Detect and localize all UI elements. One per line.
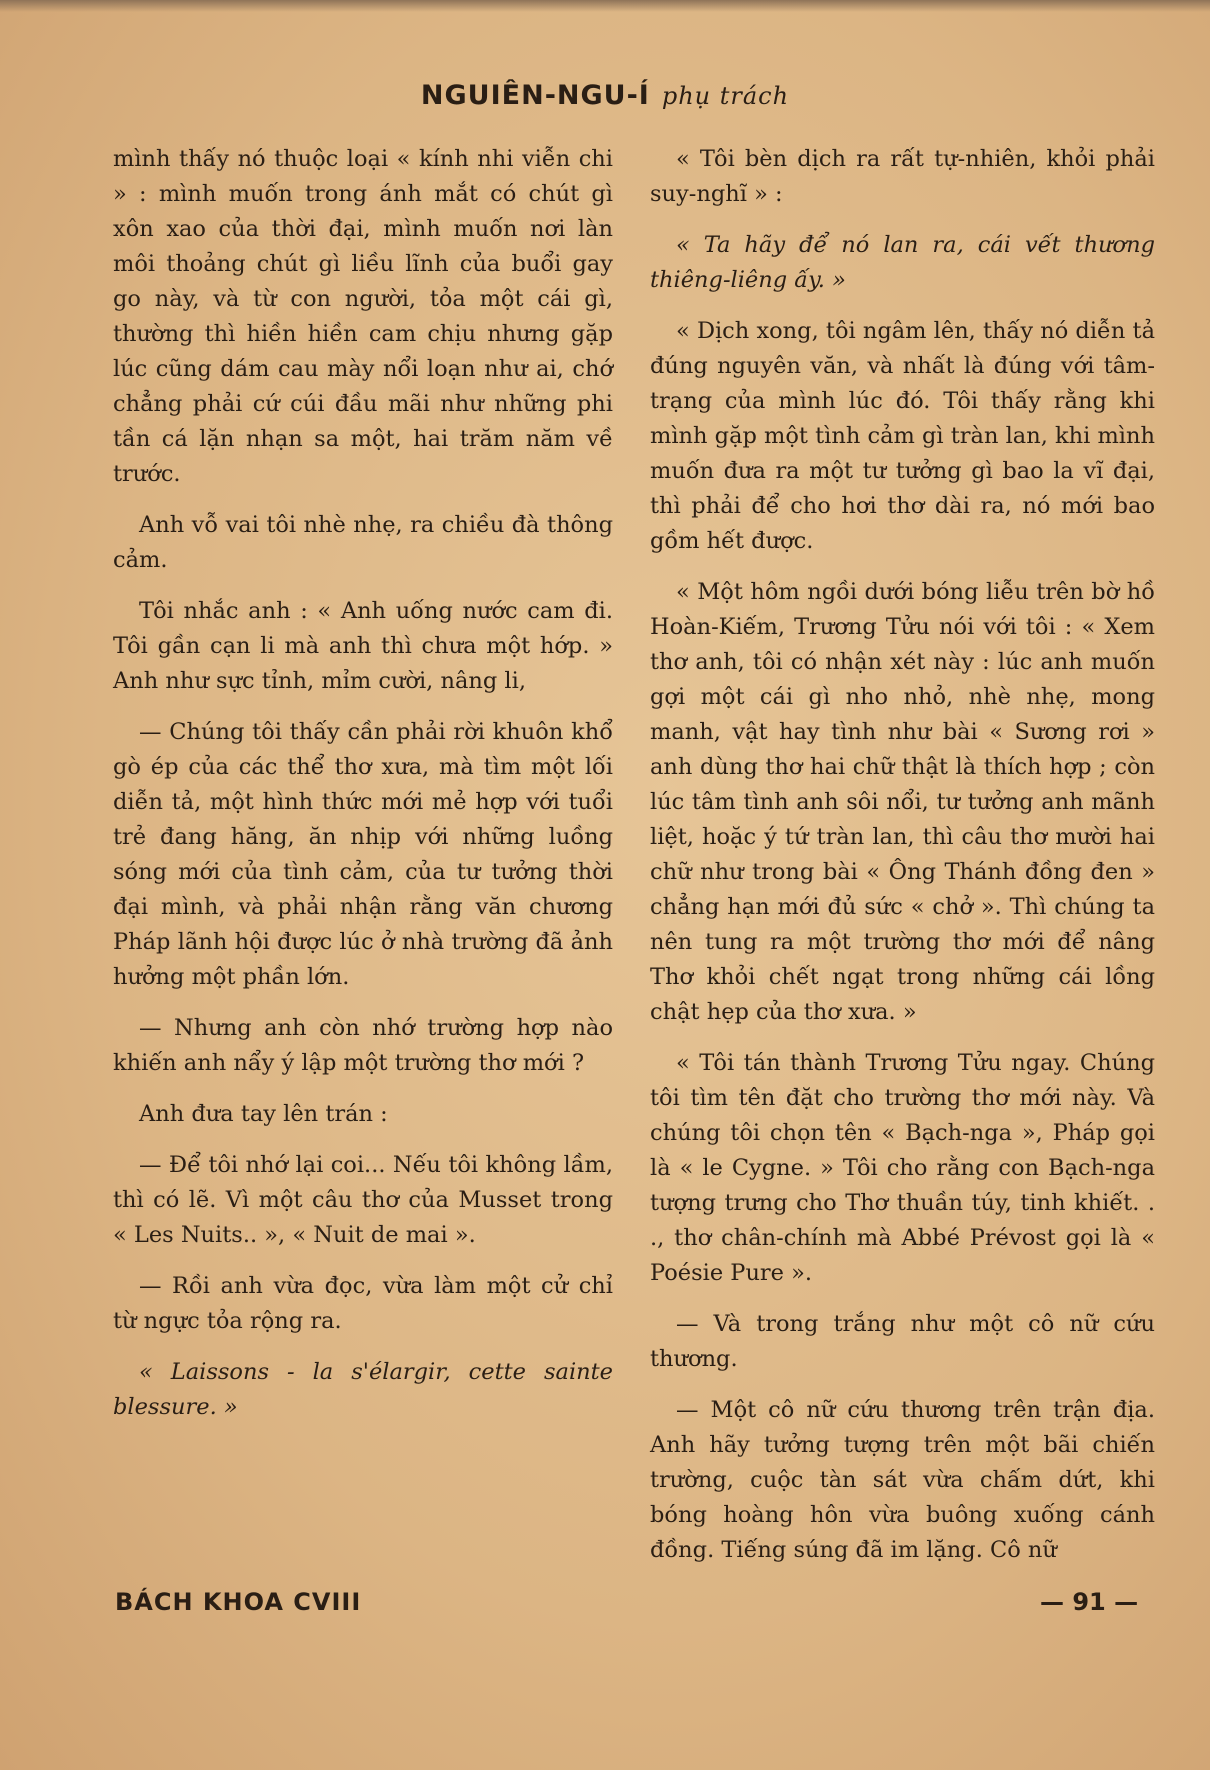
editor-name: NGUIÊN-NGU-Í [420,80,650,111]
paragraph: — Và trong trắng như một cô nữ cứu thương. [650,1311,1155,1372]
paragraph: — Chúng tôi thấy cần phải rời khuôn khổ gò ép của các thể thơ xưa, mà tìm một lối diễn tả, một hình thức mới mẻ hợp với tuổi trẻ đang hăng, ăn nhịp với những luồng sóng mới của tình cảm, của tư tưởng thời đại mình, và phải nhận rằng văn chương Pháp lãnh hội được lúc ở nhà trường đã ảnh hưởng một phần lớn. [113,719,613,990]
right-column [650,142,1155,1584]
paragraph: « Dịch xong, tôi ngâm lên, thấy nó diễn tả đúng nguyên văn, và nhất là đúng với tâm-trạng của mình lúc đó. Tôi thấy rằng khi mình gặp một tình cảm gì tràn lan, khi mình muốn đưa ra một tư tưởng gì bao la vĩ đại, thì phải để cho hơi thơ dài ra, nó mới bao gồm hết được. [650,318,1155,554]
paragraph: Tôi nhắc anh : « Anh uống nước cam đi. Tôi gần cạn li mà anh thì chưa một hớp. » Anh như sực tỉnh, mỉm cười, nâng li, [113,598,613,694]
editor-role: phụ trách [661,82,790,110]
paragraph: « Tôi tán thành Trương Tửu ngay. Chúng tôi tìm tên đặt cho trường thơ mới này. Và chúng tôi chọn tên « Bạch-nga », Pháp gọi là « le Cygne. » Tôi cho rằng con Bạch-nga tượng trưng cho Thơ thuần túy, tinh khiết. . ., thơ chân-chính mà Abbé Prévost gọi là « Poésie Pure ». [650,1050,1155,1286]
page-top-edge [0,0,1210,12]
paragraph: « Một hôm ngồi dưới bóng liễu trên bờ hồ Hoàn-Kiếm, Trương Tửu nói với tôi : « Xem thơ anh, tôi có nhận xét này : lúc anh muốn gợi một cái gì nho nhỏ, nhè nhẹ, mong manh, vật hay tình như bài « Sương rơi » anh dùng thơ hai chữ thật là thích hợp ; còn lúc tâm tình anh sôi nổi, tư tưởng anh mãnh liệt, hoặc ý tứ tràn lan, thì câu thơ mười hai chữ như trong bài « Ông Thánh đồng đen » chẳng hạn mới đủ sức « chở ». Thì chúng ta nên tung ra một trường thơ mới để nâng Thơ khỏi chết ngạt trong những cái lồng chật hẹp của thơ xưa. » [650,579,1155,1025]
page-header [0,80,1210,111]
verse-text: « Ta hãy để nó lan ra, cái vết thương thiêng-liêng ấy. » [650,232,1155,293]
paragraph: mình thấy nó thuộc loại « kính nhi viễn chi » : mình muốn trong ánh mắt có chút gì xôn xao của thời đại, mình muốn nơi làn môi thoảng chút gì liều lĩnh của buổi gay go này, và từ con người, tỏa một cái gì, thường thì hiền hiền cam chịu nhưng gặp lúc cũng dám cau mày nổi loạn như ai, chớ chẳng phải cứ cúi đầu mãi như những phi tần cá lặn nhạn sa một, hai trăm năm về trước. [113,146,613,487]
verse-quote [113,1355,613,1425]
paragraph: — Một cô nữ cứu thương trên trận địa. Anh hãy tưởng tượng trên một bãi chiến trường, cuộc tàn sát vừa chấm dứt, khi bóng hoàng hôn vừa buông xuống cánh đồng. Tiếng súng đã im lặng. Cô nữ [650,1397,1155,1563]
left-column [113,142,613,1441]
page-number: — 91 — [1040,1588,1139,1616]
paragraph: Anh đưa tay lên trán : [139,1101,388,1127]
paragraph: — Rồi anh vừa đọc, vừa làm một cử chỉ từ ngực tỏa rộng ra. [113,1273,613,1334]
paragraph: Anh vỗ vai tôi nhè nhẹ, ra chiều đà thông cảm. [113,512,613,573]
verse-text: « Laissons - la s'élargir, cette sainte blessure. » [113,1359,613,1420]
paragraph: — Để tôi nhớ lại coi... Nếu tôi không lầm, thì có lẽ. Vì một câu thơ của Musset trong « Les Nuits.. », « Nuit de mai ». [113,1152,613,1248]
paragraph: « Tôi bèn dịch ra rất tự-nhiên, khỏi phải suy-nghĩ » : [650,146,1155,207]
magazine-footer: BÁCH KHOA CVIII [115,1588,362,1616]
paragraph: — Nhưng anh còn nhớ trường hợp nào khiến anh nẩy ý lập một trường thơ mới ? [113,1015,613,1076]
translated-verse [650,228,1155,298]
